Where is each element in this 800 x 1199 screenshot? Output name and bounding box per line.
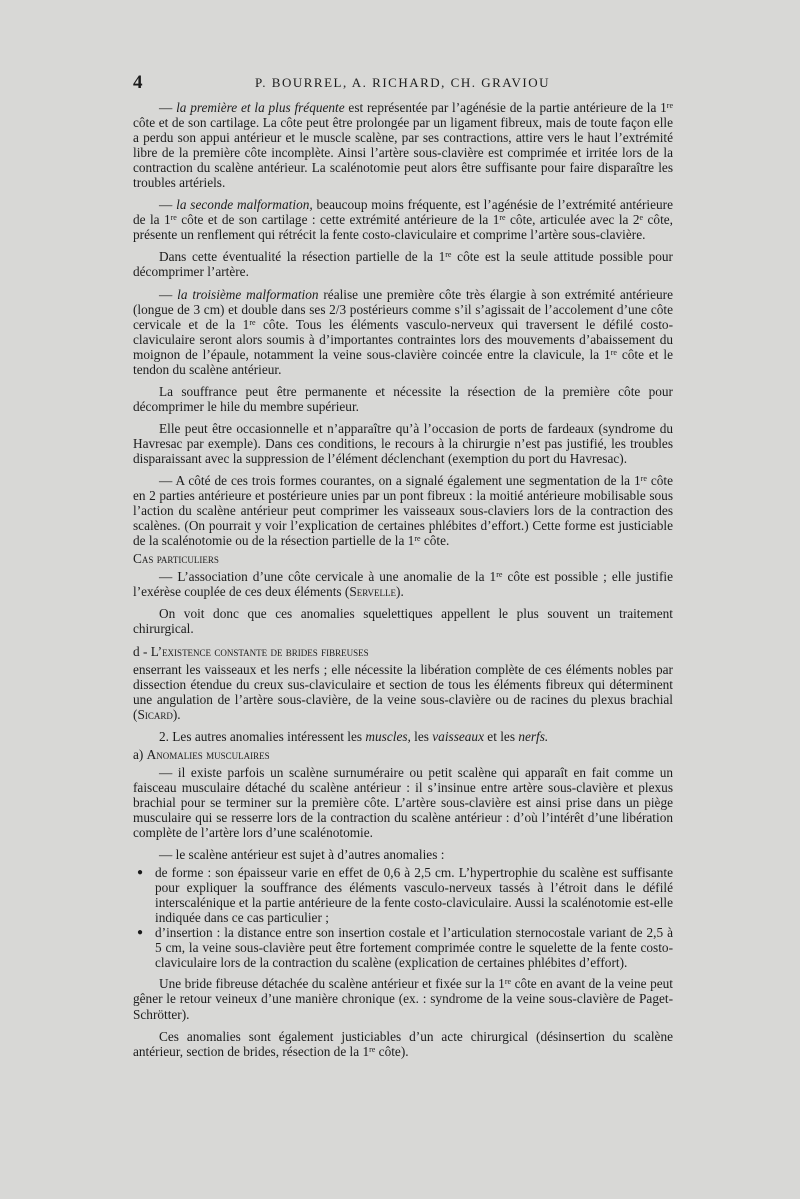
paragraph-anterior-scalene-anomalies: — le scalène antérieur est sujet à d’autres anomalies : [159,847,445,863]
heading-fibrous-bands: d - L’existence constante de brides fibreuses [133,643,369,659]
bullet-item-form: ● de forme : son épaisseur varie en effet de 0,6 à 2,5 cm. L’hypertrophie du scalène est suffisante pour expliquer la souffrance des éléments vasculo-nerveux tassés à l’étroit dans le défilé interscalénique et la partie antérieure de la fente costo-claviculaire. Aussi la scalénotomie est-elle indiquée dans ce cas particulier ; [133,865,673,925]
anomaly-bullet-list [133,865,673,970]
page-number: 4 [133,72,143,93]
paragraph-supernumerary-scalene: — il existe parfois un scalène surnuméraire ou petit scalène qui apparaît en fait comme un faisceau musculaire détaché du scalène antérieur : il s’insinue entre artère sous-clavière et plexus brachial pour se terminer sur la première côte. L’artère sous-clavière est ainsi prise dans un piège musculaire qui se resserre lors de la contraction du scalène antérieur : d’où l’intérêt d’une libération complète de l’artère lors d’une scalénotomie. [133,764,673,841]
heading-cas-particuliers: Cas particuliers [133,551,219,567]
paragraph-occasional-suffering: Elle peut être occasionnelle et n’apparaître qu’à l’occasion de ports de fardeaux (syndrome du Havresac par exemple). Dans ces conditions, le recours à la chirurgie n’est pas justifié, les troubles disparaissant avec la suppression de l’élément déclenchant (exemption du port du Havresac). [133,420,673,466]
paragraph-segmentation: — A côté de ces trois formes courantes, on a signalé également une segmentation de la 1re côte en 2 parties antérieure et postérieure unies par un pont fibreux : la moitié antérieure mobilisable sous l’action du scalène antérieur peut comprimer les vaisseaux sous-claviers lors de la contraction des scalènes. (On pourrait y voir l’explication de certaines phlébites d’effort.) Cette forme est justiciable de la scalénotomie ou de la résection partielle de la 1re côte. [133,473,673,549]
paragraph-second-malformation: — la seconde malformation, beaucoup moins fréquente, est l’agénésie de l’extrémité antérieure de la 1re côte et de son cartilage : cette extrémité antérieure de la 1re côte, articulée avec la 2e côte, présente un renflement qui rétrécit la fente costo-claviculaire et comprime l’artère sous-clavière. [133,197,674,243]
running-head: P. BOURREL, A. RICHARD, CH. GRAVIOU [255,75,550,90]
paragraph-other-anomalies: 2. Les autres anomalies intéressent les muscles, les vaisseaux et les nerfs. [159,728,549,744]
paragraph-fibrous-band-vein: Une bride fibreuse détachée du scalène antérieur et fixée sur la 1re côte en avant de la veine peut gêner le retour veineux d’une manière chronique (ex. : syndrome de la veine sous-clavière de Paget-Schrötter). [133,976,673,1022]
heading-muscular-anomalies: a) Anomalies musculaires [133,746,270,762]
paragraph-partial-resection: Dans cette éventualité la résection partielle de la 1re côte est la seule attitude possible pour décomprimer l’artère. [133,249,673,280]
page-header [133,72,672,96]
paragraph-fibrous-bands: enserrant les vaisseaux et les nerfs ; elle nécessite la libération complète de ces éléments nobles par dissection étendue du creux sus-claviculaire et section de tous les éléments fibreux qui déterminent une angulation de l’artère sous-clavière, de la veine sous-clavière ou de racines du plexus brachial (Sicard). [133,661,673,722]
paragraph-third-malformation: — la troisième malformation réalise une première côte très élargie à son extrémité antérieure (longue de 3 cm) et double dans ses 2/3 postérieurs comme s’il s’agissait de l’accolement d’une côte cervicale et de la 1re côte. Tous les éléments vasculo-nerveux qui traversent le défilé costo-claviculaire seront alors soumis à d’importantes contraintes lors des mouvements d’abaissement du moignon de l’épaule, notamment la veine sous-clavière coincée entre la clavicule, la 1re côte et le tendon du scalène antérieur. [133,286,674,377]
article-body [133,100,673,1066]
paragraph-cervical-rib-association: — L’association d’une côte cervicale à une anomalie de la 1re côte est possible ; elle justifie l’exérèse couplée de ces deux éléments (Servelle). [133,569,673,600]
bullet-item-insertion: ● d’insertion : la distance entre son insertion costale et l’articulation sternocostale variant de 2,5 à 5 cm, la veine sous-clavière peut être fortement comprimée contre le squelette de la fente costo-claviculaire lors de la contraction du scalène (explication de certaines phlébites d’effort). [133,925,673,970]
paragraph-conclusion-skeletal: On voit donc que ces anomalies squelettiques appellent le plus souvent un traitement chirurgical. [133,606,673,637]
paragraph-first-malformation: — la première et la plus fréquente est représentée par l’agénésie de la partie antérieure de la 1re côte et de son cartilage. La côte peut être prolongée par un ligament fibreux, mais de toute façon elle a perdu son appui antérieur et le muscle scalène, par ses contractions, attire vers le haut l’extrémité libre de la première côte incomplète. Ainsi l’artère sous-clavière est comprimée et irritée lors de la contraction du scalène antérieur. La scalénotomie peut alors être suffisante pour faire disparaître les troubles artériels. [133,100,673,191]
paragraph-surgical-conclusion: Ces anomalies sont également justiciables d’un acte chirurgical (désinsertion du scalène antérieur, section de brides, résection de la 1re côte). [133,1028,673,1059]
paragraph-permanent-suffering: La souffrance peut être permanente et nécessite la résection de la première côte pour décomprimer le hile du membre supérieur. [133,383,673,414]
